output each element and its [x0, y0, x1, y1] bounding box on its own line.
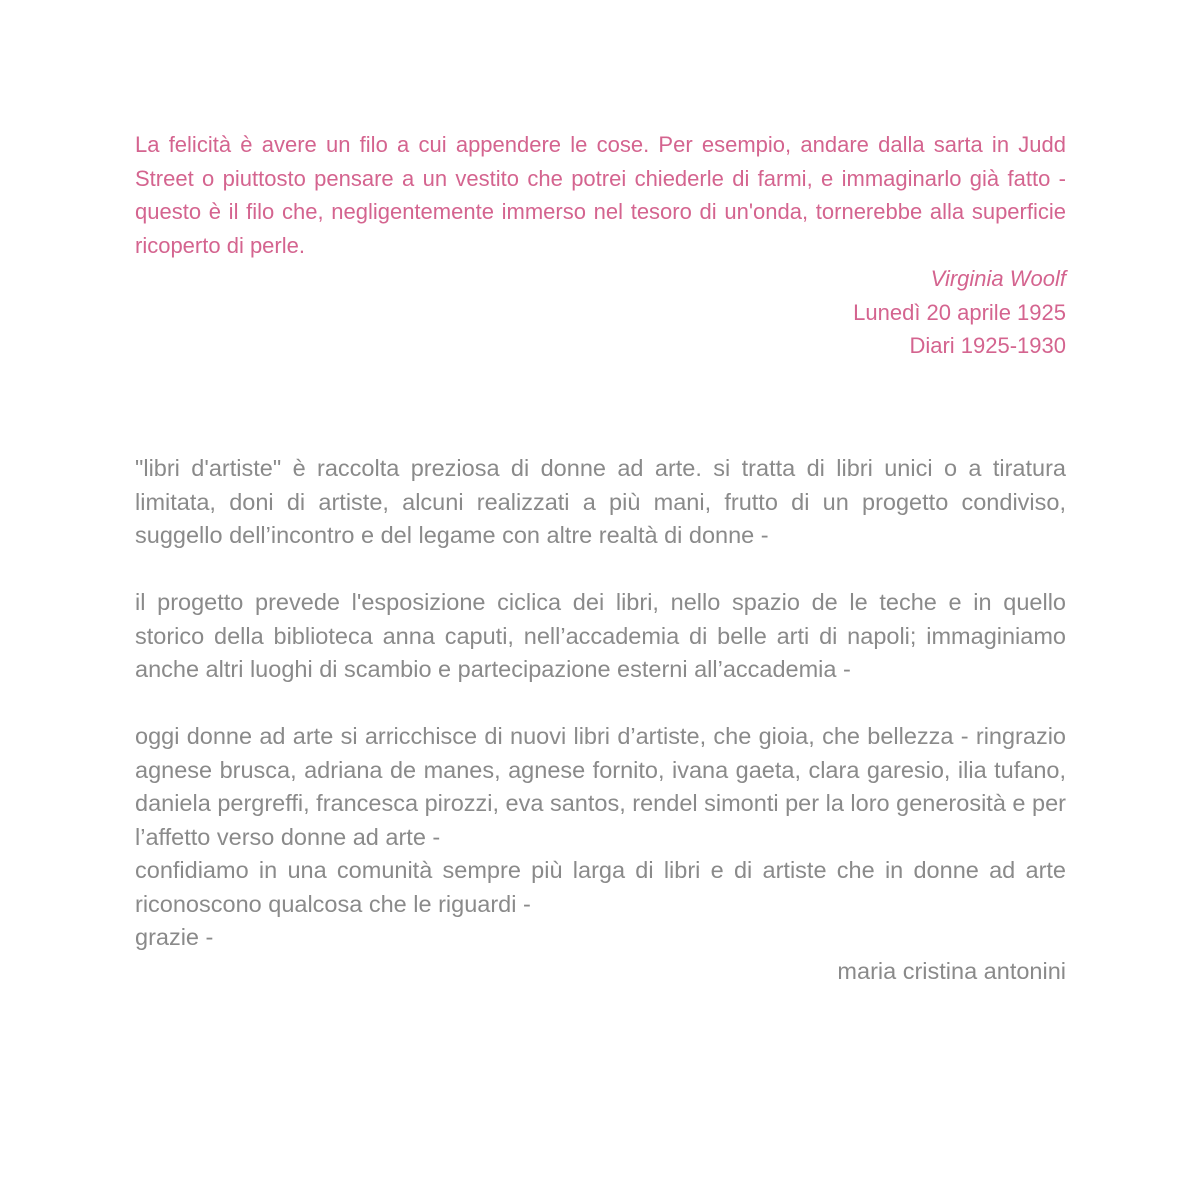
closing-line: grazie - [135, 924, 214, 950]
signature: maria cristina antonini [837, 957, 1066, 984]
epigraph-citation [135, 262, 1066, 363]
paragraph-community: confidiamo in una comunità sempre più larga di libri e di artiste che in donne ad arte riconoscono qualcosa che le riguardi - [135, 857, 1066, 917]
main-text [135, 452, 1066, 988]
paragraph-project: il progetto prevede l'esposizione ciclica dei libri, nello spazio de le teche e in quello storico della biblioteca anna caputi, nell’accademia di belle arti di napoli; immaginiamo anche altri luoghi di scambio e partecipazione esterni all’accademia - [135, 589, 1066, 682]
epigraph [135, 128, 1066, 363]
quote-date: Lunedì 20 aprile 1925 [853, 299, 1066, 325]
paragraph-intro: "libri d'artiste" è raccolta preziosa di donne ad arte. si tratta di libri unici o a tiratura limitata, doni di artiste, alcuni realizzati a più mani, frutto di un progetto condiviso, suggello dell’incontro e del legame con altre realtà di donne - [135, 455, 1066, 548]
epigraph-quote: La felicità è avere un filo a cui appendere le cose. Per esempio, andare dalla sarta in Judd Street o piuttosto pensare a un vestito che potrei chiederle di farmi, e immaginarlo già fatto - questo è il filo che, negligentemente immerso nel tesoro di un'onda, tornerebbe alla superficie ricoperto di perle. [135, 132, 1066, 258]
quote-source: Diari 1925-1930 [909, 333, 1066, 358]
paragraph-thanks: oggi donne ad arte si arricchisce di nuovi libri d’artiste, che gioia, che bellezza - ringrazio agnese brusca, adriana de manes, agnese fornito, ivana gaeta, clara garesio, ilia tufano, daniela pergreffi, francesca pirozzi, eva santos, rendel simonti per la loro generosità e per l’affetto verso donne ad arte - [135, 723, 1066, 850]
quote-author: Virginia Woolf [930, 266, 1066, 291]
